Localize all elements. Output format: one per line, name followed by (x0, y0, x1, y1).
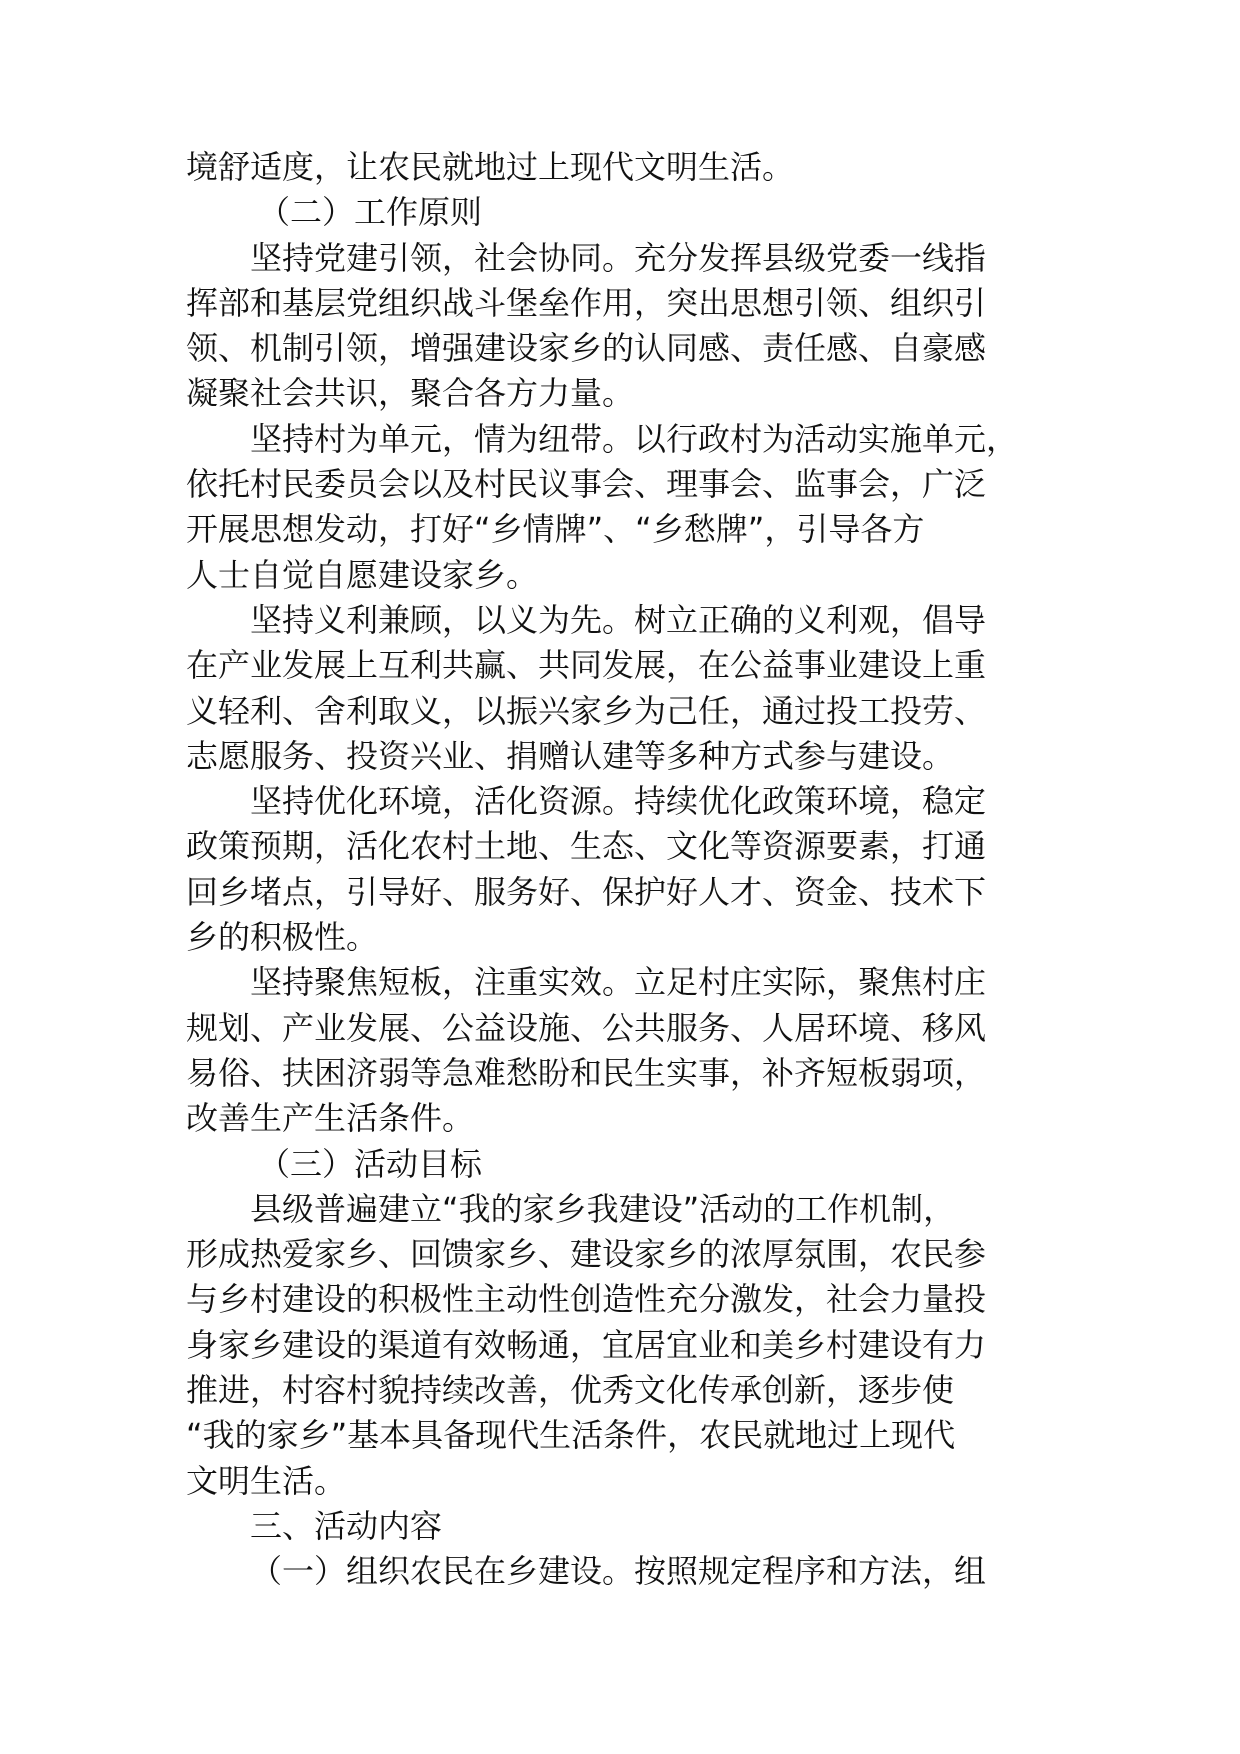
text-line: 挥部和基层党组织战斗堡垒作用，突出思想引领、组织引 (186, 283, 987, 322)
text-line: “我的家乡”基本具备现代生活条件，农民就地过上现代 (186, 1416, 956, 1455)
text-line: 政策预期，活化农村土地、生态、文化等资源要素，打通 (186, 827, 987, 866)
text-line: 义轻利、舍利取义，以振兴家乡为己任，通过投工投劳、 (186, 691, 987, 730)
text-line: 形成热爱家乡、回馈家乡、建设家乡的浓厚氛围，农民参 (186, 1235, 987, 1274)
text-line: 乡的积极性。 (186, 918, 379, 957)
subheading-activity-goals: （三）活动目标 (258, 1144, 483, 1183)
text-line: 坚持党建引领，社会协同。充分发挥县级党委一线指 (250, 238, 987, 277)
text-line: 凝聚社会共识，聚合各方力量。 (186, 374, 635, 413)
text-line: 与乡村建设的积极性主动性创造性充分激发，社会力量投 (186, 1280, 987, 1319)
text-line: 在产业发展上互利共赢、共同发展，在公益事业建设上重 (186, 646, 987, 685)
text-line: 身家乡建设的渠道有效畅通，宜居宜业和美乡村建设有力 (186, 1325, 987, 1364)
text-line: 志愿服务、投资兴业、捐赠认建等多种方式参与建设。 (186, 736, 955, 775)
text-line: 人士自觉自愿建设家乡。 (186, 555, 539, 594)
text-line: 坚持村为单元，情为纽带。以行政村为活动实施单元， (250, 419, 1019, 458)
text-line: 领、机制引领，增强建设家乡的认同感、责任感、自豪感 (186, 329, 987, 368)
document-body (186, 145, 1066, 1595)
text-line: 依托村民委员会以及村民议事会、理事会、监事会，广泛 (186, 465, 987, 504)
text-line: 坚持聚焦短板，注重实效。立足村庄实际，聚焦村庄 (250, 963, 987, 1002)
text-line: 改善生产生活条件。 (186, 1099, 475, 1138)
text-line: 推进，村容村貌持续改善，优秀文化传承创新，逐步使 (186, 1371, 955, 1410)
text-line: 易俗、扶困济弱等急难愁盼和民生实事，补齐短板弱项， (186, 1053, 987, 1092)
text-line: 文明生活。 (186, 1461, 347, 1500)
text-line: 规划、产业发展、公益设施、公共服务、人居环境、移风 (186, 1008, 987, 1047)
subheading-work-principles: （二）工作原则 (258, 193, 483, 232)
text-line: 坚持优化环境，活化资源。持续优化政策环境，稳定 (250, 782, 987, 821)
text-line: 境舒适度，让农民就地过上现代文明生活。 (186, 148, 795, 186)
text-line: （一）组织农民在乡建设。按照规定程序和方法，组 (250, 1552, 987, 1591)
text-line: 县级普遍建立“我的家乡我建设”活动的工作机制， (250, 1189, 956, 1228)
text-line: 回乡堵点，引导好、服务好、保护好人才、资金、技术下 (186, 872, 987, 911)
text-line: 开展思想发动，打好“乡情牌”、“乡愁牌”，引导各方 (186, 510, 925, 549)
text-line: 坚持义利兼顾，以义为先。树立正确的义利观，倡导 (250, 600, 987, 639)
section-heading-activity-content: 三、活动内容 (250, 1506, 443, 1545)
